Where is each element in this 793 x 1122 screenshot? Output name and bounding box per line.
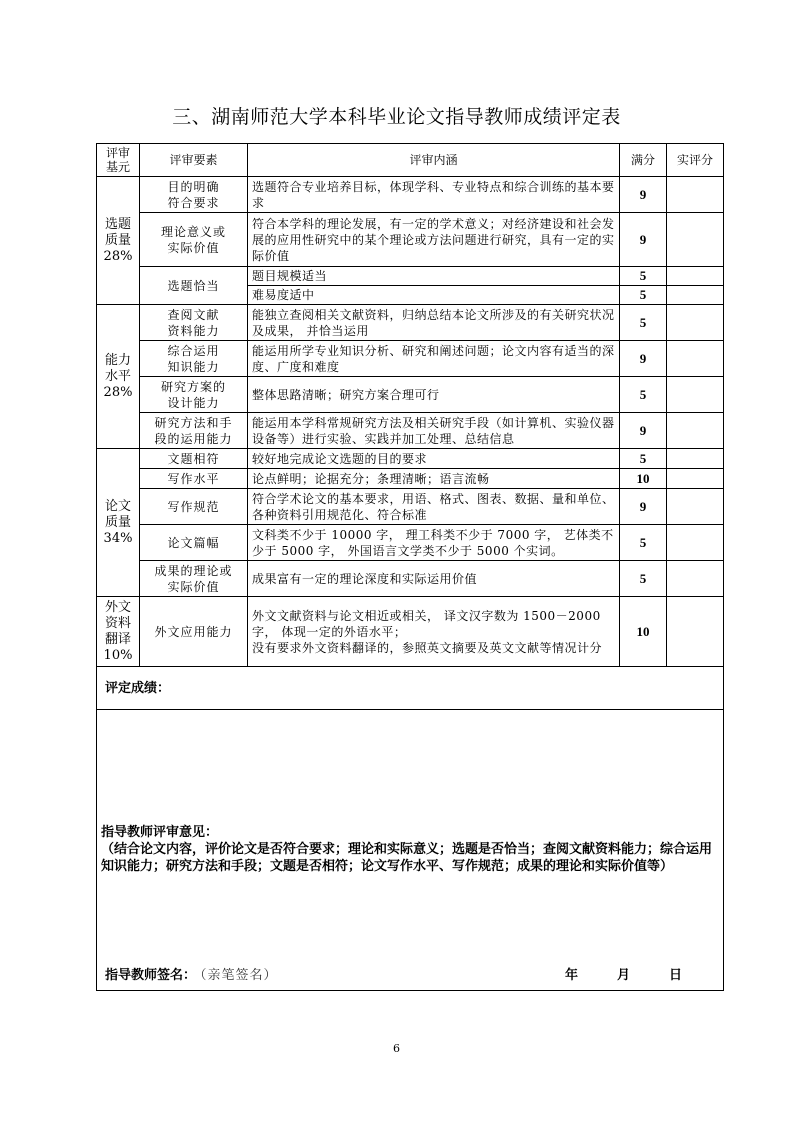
element-cell: 写作规范	[140, 489, 248, 525]
table-row	[97, 377, 724, 413]
opinion-title: 指导教师评审意见：	[101, 825, 219, 840]
content-cell: 符合本学科的理论发展，有一定的学术意义；对经济建设和社会发展的应用性研究中的某个理论或方法问题进行研究，具有一定的实际价值	[248, 213, 620, 267]
content-cell: 文科类不少于 10000 字， 理工科类不少于 7000 字， 艺体类不少于 5000 字， 外国语言文学类不少于 5000 个实词。	[248, 525, 620, 561]
element-cell: 目的明确 符合要求	[140, 177, 248, 213]
date-line	[565, 968, 721, 984]
actual-score-cell[interactable]	[667, 286, 724, 305]
group-topic-quality: 选题 质量 28%	[97, 177, 140, 305]
rating-label: 评定成绩：	[105, 680, 171, 696]
element-cell: 研究方案的 设计能力	[140, 377, 248, 413]
date-day: 日	[669, 968, 683, 983]
element-cell: 理论意义或 实际价值	[140, 213, 248, 267]
actual-score-cell[interactable]	[667, 177, 724, 213]
header-content: 评审内涵	[248, 144, 620, 177]
actual-score-cell[interactable]	[667, 267, 724, 286]
rating-cell	[97, 667, 724, 710]
actual-score-cell[interactable]	[667, 449, 724, 469]
table-row	[97, 469, 724, 489]
actual-score-cell[interactable]	[667, 525, 724, 561]
header-unit: 评审 基元	[97, 144, 140, 177]
content-cell: 能运用本学科常规研究方法及相关研究手段（如计算机、实验仪器设备等）进行实验、实践并加工处理、总结信息	[248, 413, 620, 449]
group-foreign-translation: 外文 资料 翻译 10%	[97, 597, 140, 667]
actual-score-cell[interactable]	[667, 489, 724, 525]
content-cell: 整体思路清晰；研究方案合理可行	[248, 377, 620, 413]
content-cell: 论点鲜明；论据充分；条理清晰；语言流畅	[248, 469, 620, 489]
opinion-cell[interactable]	[97, 710, 724, 991]
full-score-cell: 5	[620, 449, 667, 469]
table-row	[97, 213, 724, 267]
signature-label: 指导教师签名：	[105, 968, 197, 983]
table-row	[97, 561, 724, 597]
table-header-row	[97, 144, 724, 177]
element-cell: 写作水平	[140, 469, 248, 489]
full-score-cell: 5	[620, 305, 667, 341]
element-cell: 文题相符	[140, 449, 248, 469]
table-row	[97, 267, 724, 286]
full-score-cell: 9	[620, 213, 667, 267]
full-score-cell: 5	[620, 267, 667, 286]
actual-score-cell[interactable]	[667, 305, 724, 341]
group-ability-level: 能力 水平 28%	[97, 305, 140, 449]
content-cell: 能独立查阅相关文献资料，归纳总结本论文所涉及的有关研究状况及成果， 并恰当运用	[248, 305, 620, 341]
actual-score-cell[interactable]	[667, 597, 724, 667]
table-row	[97, 597, 724, 667]
table-row	[97, 413, 724, 449]
opinion-instructions: （结合论文内容，评价论文是否符合要求；理论和实际意义；选题是否恰当；查阅文献资料能力；综合运用知识能力；研究方法和手段；文题是否相符；论文写作水平、写作规范；成果的理论和实际价值等）	[101, 842, 713, 874]
signature-hint: （亲笔签名）	[200, 968, 278, 983]
element-cell: 查阅文献 资料能力	[140, 305, 248, 341]
element-cell: 综合运用 知识能力	[140, 341, 248, 377]
page-title: 三、湖南师范大学本科毕业论文指导教师成绩评定表	[172, 106, 621, 128]
content-cell: 难易度适中	[248, 286, 620, 305]
table-row	[97, 525, 724, 561]
date-year: 年	[565, 968, 579, 983]
table-row	[97, 305, 724, 341]
actual-score-cell[interactable]	[667, 413, 724, 449]
content-cell: 题目规模适当	[248, 267, 620, 286]
element-cell: 成果的理论或 实际价值	[140, 561, 248, 597]
signature-line	[105, 968, 278, 984]
table-row	[97, 341, 724, 377]
actual-score-cell[interactable]	[667, 377, 724, 413]
full-score-cell: 9	[620, 177, 667, 213]
group-paper-quality: 论文 质量 34%	[97, 449, 140, 597]
element-cell: 论文篇幅	[140, 525, 248, 561]
full-score-cell: 5	[620, 525, 667, 561]
content-cell: 外文文献资料与论文相近或相关， 译文汉字数为 1500－2000 字， 体现一定的外语水平； 没有要求外文资料翻译的，参照英文摘要及英文文献等情况计分	[248, 597, 620, 667]
actual-score-cell[interactable]	[667, 341, 724, 377]
content-cell: 较好地完成论文选题的目的要求	[248, 449, 620, 469]
full-score-cell: 9	[620, 341, 667, 377]
actual-score-cell[interactable]	[667, 561, 724, 597]
table-row	[97, 449, 724, 469]
actual-score-cell[interactable]	[667, 213, 724, 267]
full-score-cell: 9	[620, 489, 667, 525]
table-row	[97, 489, 724, 525]
opinion-row	[97, 710, 724, 991]
rating-row	[97, 667, 724, 710]
full-score-cell: 5	[620, 561, 667, 597]
full-score-cell: 5	[620, 377, 667, 413]
content-cell: 成果富有一定的理论深度和实际运用价值	[248, 561, 620, 597]
content-cell: 选题符合专业培养目标，体现学科、专业特点和综合训练的基本要求	[248, 177, 620, 213]
content-cell: 符合学术论文的基本要求，用语、格式、图表、数据、量和单位、各种资料引用规范化、符合标准	[248, 489, 620, 525]
full-score-cell: 10	[620, 597, 667, 667]
header-element: 评审要素	[140, 144, 248, 177]
full-score-cell: 10	[620, 469, 667, 489]
element-cell: 研究方法和手 段的运用能力	[140, 413, 248, 449]
header-full-score: 满分	[620, 144, 667, 177]
element-cell: 选题恰当	[140, 267, 248, 305]
header-actual-score: 实评分	[667, 144, 724, 177]
page-number: 6	[393, 1042, 400, 1055]
full-score-cell: 5	[620, 286, 667, 305]
full-score-cell: 9	[620, 413, 667, 449]
element-cell: 外文应用能力	[140, 597, 248, 667]
actual-score-cell[interactable]	[667, 469, 724, 489]
grading-table	[96, 143, 724, 991]
content-cell: 能运用所学专业知识分析、研究和阐述问题；论文内容有适当的深度、广度和难度	[248, 341, 620, 377]
table-row	[97, 177, 724, 213]
date-month: 月	[617, 968, 631, 983]
